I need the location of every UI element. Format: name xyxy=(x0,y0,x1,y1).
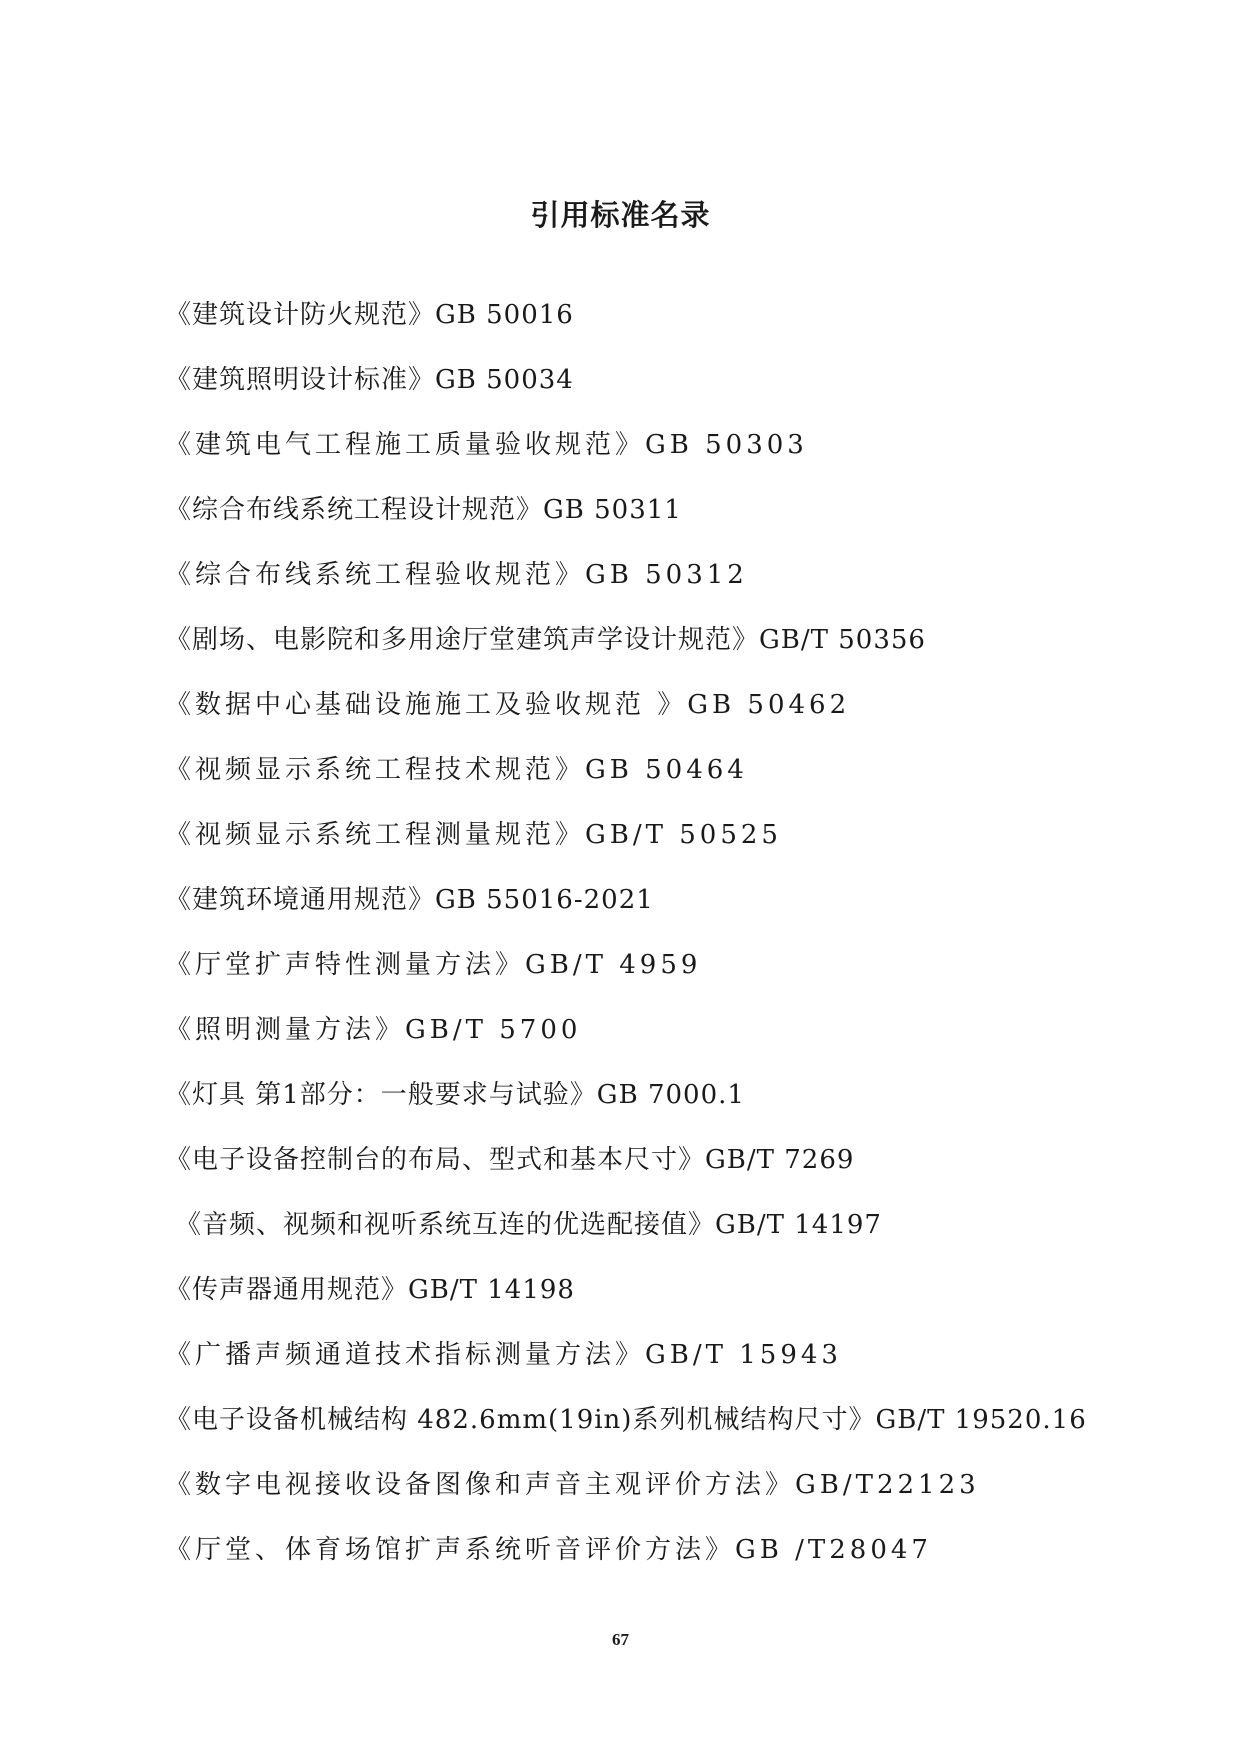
reference-item: 《灯具 第1部分：一般要求与试验》GB 7000.1 xyxy=(165,1080,745,1110)
reference-item: 《视频显示系统工程技术规范》GB 50464 xyxy=(165,755,748,785)
reference-item: 《照明测量方法》GB/T 5700 xyxy=(165,1015,582,1045)
reference-item: 《视频显示系统工程测量规范》GB/T 50525 xyxy=(165,820,782,850)
reference-item: 《综合布线系统工程验收规范》GB 50312 xyxy=(165,560,748,590)
reference-item: 《传声器通用规范》GB/T 14198 xyxy=(165,1275,575,1305)
reference-item: 《建筑设计防火规范》GB 50016 xyxy=(165,300,574,330)
reference-item: 《建筑环境通用规范》GB 55016-2021 xyxy=(165,885,654,915)
reference-item: 《建筑电气工程施工质量验收规范》GB 50303 xyxy=(165,430,808,460)
reference-item: 《电子设备机械结构 482.6mm(19in)系列机械结构尺寸》GB/T 19520.16 xyxy=(165,1405,1087,1435)
reference-item: 《音频、视频和视听系统互连的优选配接值》GB/T 14197 xyxy=(175,1210,882,1240)
reference-item: 《剧场、电影院和多用途厅堂建筑声学设计规范》GB/T 50356 xyxy=(165,625,926,655)
reference-item: 《建筑照明设计标准》GB 50034 xyxy=(165,365,574,395)
reference-item: 《广播声频通道技术指标测量方法》GB/T 15943 xyxy=(165,1340,842,1370)
reference-item: 《厅堂、体育场馆扩声系统听音评价方法》GB /T28047 xyxy=(165,1535,932,1565)
reference-item: 《数据中心基础设施施工及验收规范 》GB 50462 xyxy=(165,690,851,720)
reference-item: 《综合布线系统工程设计规范》GB 50311 xyxy=(165,495,682,525)
page-title: 引用标准名录 xyxy=(530,198,711,232)
reference-list xyxy=(165,295,1175,1595)
reference-item: 《电子设备控制台的布局、型式和基本尺寸》GB/T 7269 xyxy=(165,1145,855,1175)
reference-item: 《数字电视接收设备图像和声音主观评价方法》GB/T22123 xyxy=(165,1470,980,1500)
reference-item: 《厅堂扩声特性测量方法》GB/T 4959 xyxy=(165,950,702,980)
page-number: 67 xyxy=(612,1630,629,1649)
